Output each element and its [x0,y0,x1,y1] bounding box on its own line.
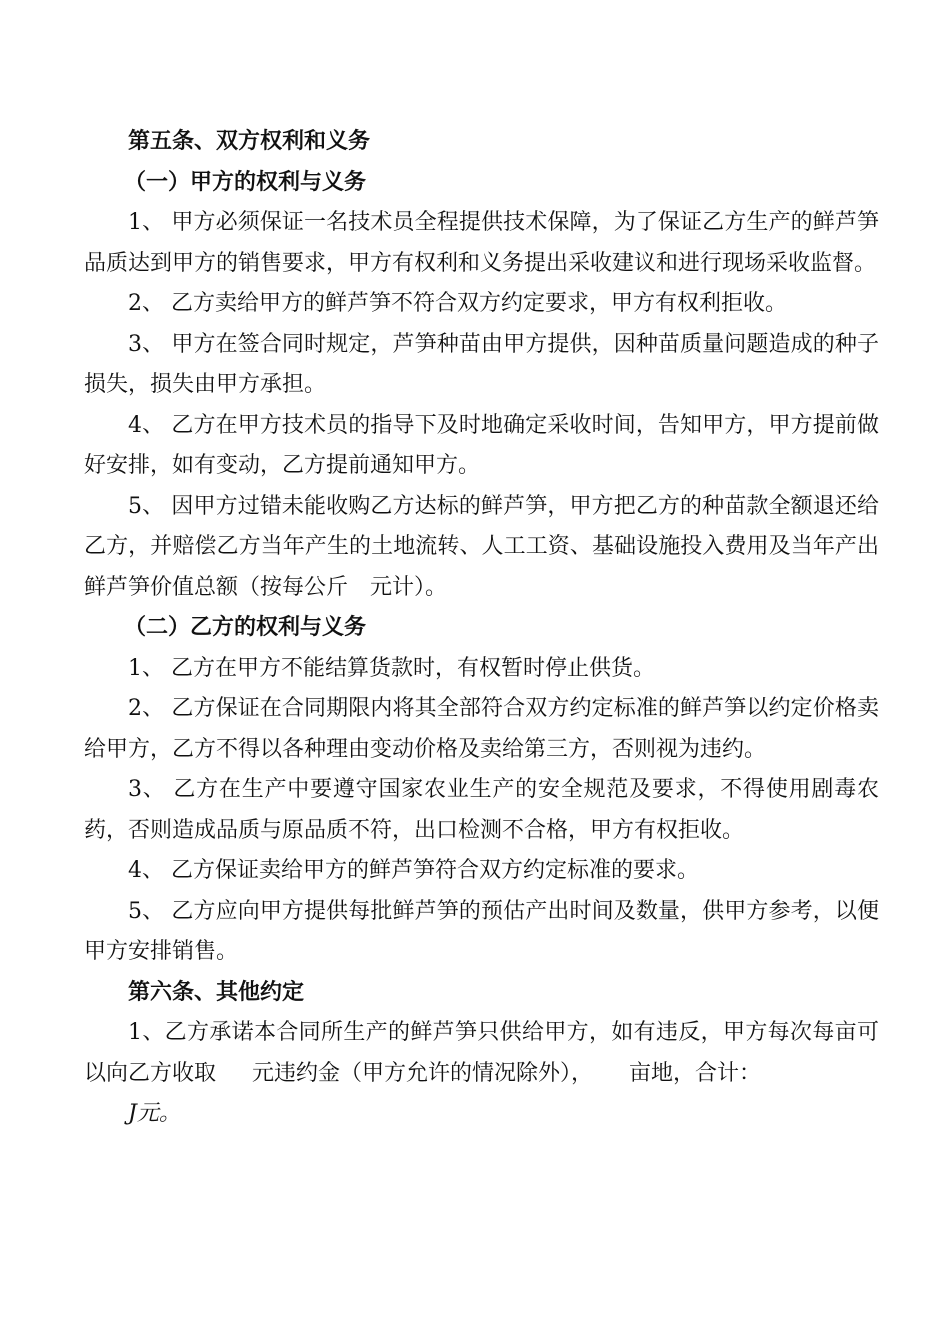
article-6-item-1 [84,1013,879,1094]
article-6-title: 第六条、其他约定 [128,979,305,1005]
article-6-item-1-total: J元。 [128,1101,181,1126]
party-b-item-3: 3、 乙方在生产中要遵守国家农业生产的安全规范及要求，不得使用剧毒农药，否则造成品质与原品质不符，出口检测不合格，甲方有权拒收。 [84,777,879,843]
party-a-item-5-tail: 元计）。 [370,574,448,600]
article-5-title: 第五条、双方权利和义务 [128,129,371,154]
article-6-item-1-tail: 亩地，合计： [629,1060,762,1086]
party-a-item-4: 4、 乙方在甲方技术员的指导下及时地确定采收时间，告知甲方，甲方提前做好安排，如有变动，乙方提前通知甲方。 [84,412,879,478]
party-a-item-5 [84,487,879,609]
party-a-heading: （一）甲方的权利与义务 [124,169,367,195]
party-a-item-3: 3、 甲方在签合同时规定，芦笋种苗由甲方提供，因种苗质量问题造成的种子损失，损失由甲方承担。 [84,331,879,397]
party-a-item-1: 1、 甲方必须保证一名技术员全程提供技术保障，为了保证乙方生产的鲜芦笋品质达到甲方的销售要求，甲方有权利和义务提出采收建议和进行现场采收监督。 [84,210,879,276]
party-b-heading: （二）乙方的权利与义务 [124,615,367,640]
contract-body [84,122,879,1135]
party-b-item-4: 4、 乙方保证卖给甲方的鲜芦笋符合双方约定标准的要求。 [128,858,699,883]
party-a-item-5-text: 5、 因甲方过错未能收购乙方达标的鲜芦笋，甲方把乙方的种苗款全额退还给乙方，并赔偿乙方当年产生的土地流转、人工工资、基础设施投入费用及当年产出鲜芦笋价值总额（按每公斤 [84,493,879,600]
party-a-item-2: 2、 乙方卖给甲方的鲜芦笋不符合双方约定要求，甲方有权利拒收。 [128,291,787,316]
party-b-item-1: 1、 乙方在甲方不能结算货款时，有权暂时停止供货。 [128,655,655,681]
party-b-item-5: 5、 乙方应向甲方提供每批鲜芦笋的预估产出时间及数量，供甲方参考，以便甲方安排销售。 [84,898,879,964]
article-6-item-1-text: 1、乙方承诺本合同所生产的鲜芦笋只供给甲方，如有违反，甲方每次每亩可以向乙方收取 [84,1020,879,1086]
party-b-item-2: 2、 乙方保证在合同期限内将其全部符合双方约定标准的鲜芦笋以约定价格卖给甲方，乙方不得以各种理由变动价格及卖给第三方，否则视为违约。 [84,696,879,762]
article-6-item-1-mid: 元违约金（甲方允许的情况除外）， [252,1060,594,1086]
